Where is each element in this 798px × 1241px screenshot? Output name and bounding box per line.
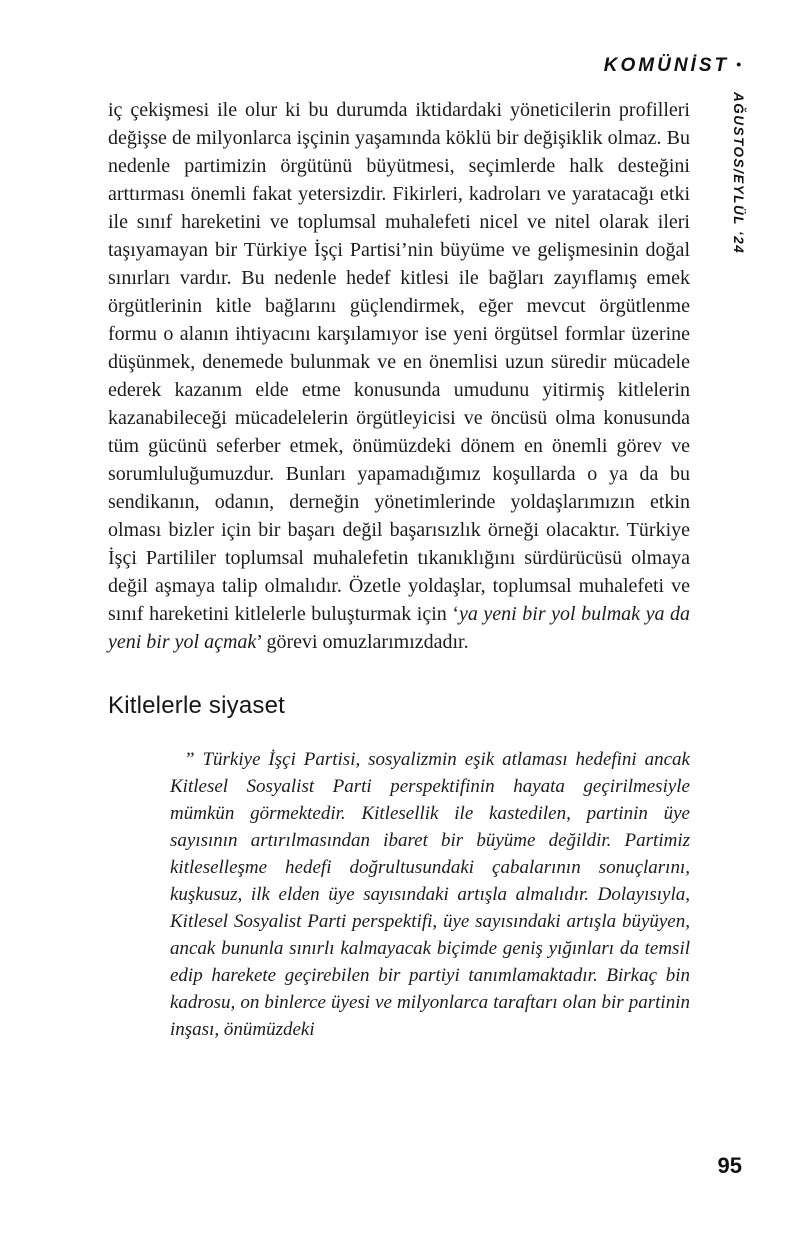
paragraph-text-end: ’ görevi omuzlarımızdadır. xyxy=(256,631,469,653)
quote-block: ” Türkiye İşçi Partisi, sosyalizmin eşik atlaması hedefini ancak Kitlesel Sosyalist Parti perspektifinin hayata geçirilmesiyle mümkün görmektedir. Kitlesellik ile kastedilen, partinin üye sayısının artırılmasından ibaret bir büyüme değildir. Partimiz kitleselleşme hedefi doğrultusundaki çabalarının sonuçlarını, kuşkusuz, ilk elden üye sayısındaki artışla almalıdır. Dolayısıyla, Kitlesel Sosyalist Parti perspektifi, üye sayısındaki artışla büyüyen, ancak bununla sınırlı kalmayacak biçimde geniş yığınları da temsil edip harekete geçirebilen bir partiyi tanımlamaktadır. Birkaç bin kadrosu, on binlerce üyesi ve milyonlarca taraftarı olan bir partinin inşası, önümüzdeki xyxy=(170,749,690,1040)
masthead-bullet-icon: • xyxy=(736,56,741,72)
masthead xyxy=(604,55,741,77)
paragraph-text-start: iç çekişmesi ile olur ki bu durumda iktidardaki yöneticilerin profilleri değişse de milyonlarca işçinin yaşamında köklü bir değişiklik olmaz. Bu nedenle partimizin örgütünü büyütmesi, seçimlerde halk desteğini arttırması önemli fakat yetersizdir. Fikirleri, kadroları ve yaratacağı etki ile sınıf hareketini ve toplumsal muhalefeti nicel ve nitel olarak ileri taşıyamayan bir Türkiye İşçi Partisi’nin büyüme ve gelişmesinin doğal sınırları vardır. Bu nedenle hedef kitlesi ile bağları zayıflamış emek örgütlerinin kitle bağlarını güçlendirmek, eğer mevcut örgütlenme formu o alanın ihtiyacını karşılamıyor ise yeni örgütsel formlar üzerine düşünmek, denemede bulunmak ve en önemlisi uzun süredir mücadele ederek kazanım elde etme konusunda umudunu yitirmiş kitlelerin kazanabileceği mücadelelerin örgütleyicisi ve öncüsü olma konusunda tüm gücünü seferber etmek, önümüzdeki dönem en önemli görev ve sorumluluğumuzdur. Bunları yapamadığımız koşullarda o ya da bu sendikanın, odanın, derneğin yönetimlerinde yoldaşlarımızın etkin olması bizler için bir başarı değil başarısızlık örneği olacaktır. Türkiye İşçi Partililer toplumsal muhalefetin tıkanıklığını sürdürücüsü olmaya değil aşmaya talip olmalıdır. Özetle yoldaşlar, toplumsal muhalefeti ve sınıf hareketini kitlelerle buluşturmak için ‘ xyxy=(108,99,690,625)
page-number: 95 xyxy=(717,1153,742,1178)
inline-italic-quote: ya yeni bir yol bulmak ya da yeni bir yol açmak xyxy=(108,603,690,653)
section-heading: Kitlelerle siyaset xyxy=(108,692,286,719)
issue-date-vertical: AĞUSTOS/EYLÜL ‘24 xyxy=(731,92,746,255)
magazine-title: KOMÜNİST xyxy=(603,55,730,76)
body-column xyxy=(108,96,690,1043)
body-paragraph xyxy=(108,96,690,656)
